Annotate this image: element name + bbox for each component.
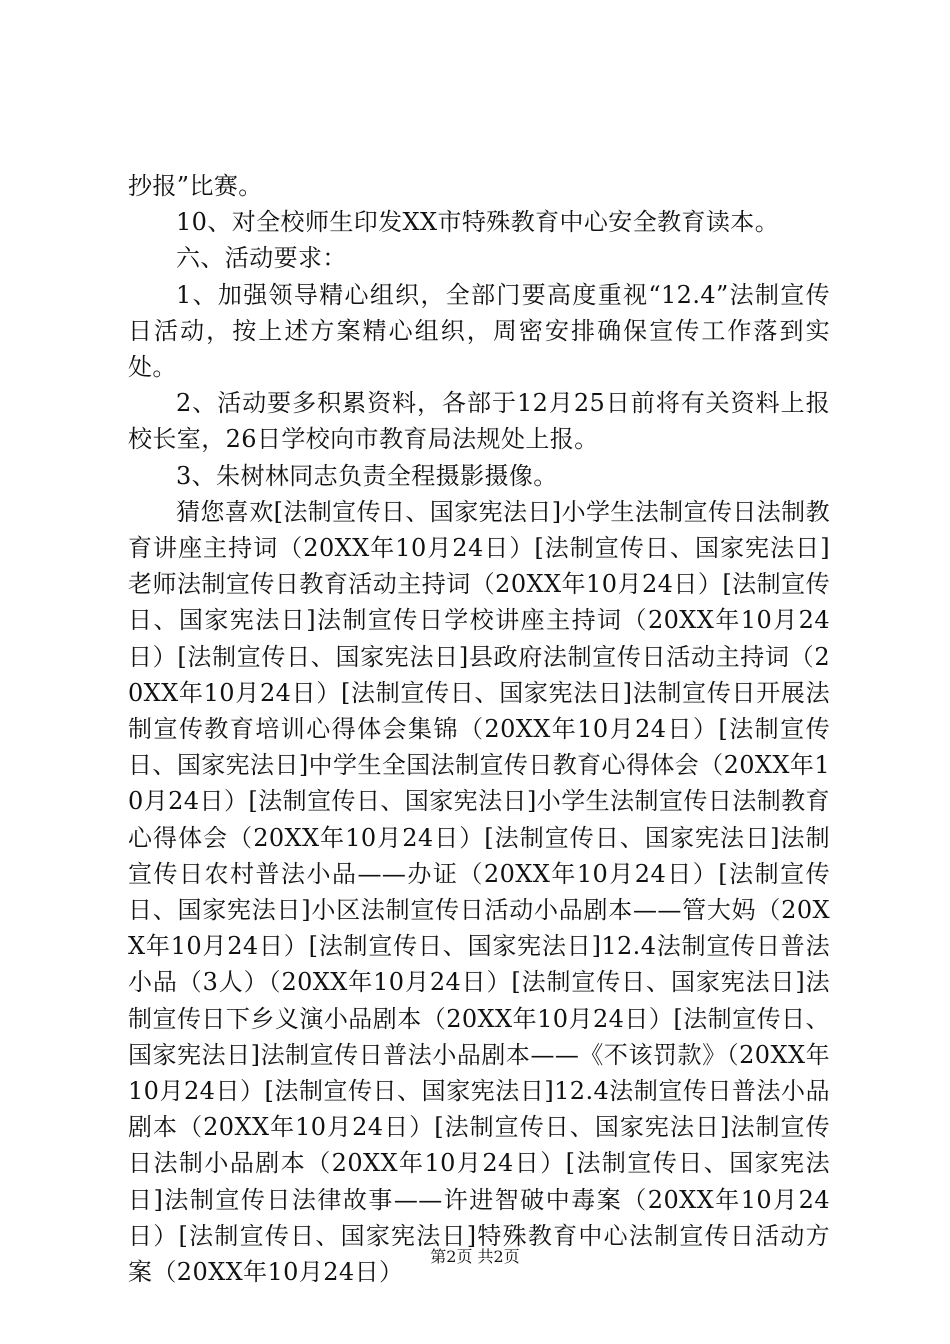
paragraph-requirement-1: 1、加强领导精心组织，全部门要高度重视“12.4”法制宣传日活动，按上述方案精心组织，周密安排确保宣传工作落到实处。 bbox=[128, 280, 830, 382]
document-body bbox=[128, 168, 830, 1290]
paragraph-requirement-2: 2、活动要多积累资料，各部于12月25日前将有关资料上报校长室，26日学校向市教育局法规处上报。 bbox=[128, 389, 830, 454]
paragraph-item-10: 10、对全校师生印发XX市特殊教育中心安全教育读本。 bbox=[176, 208, 780, 237]
paragraph-requirement-3: 3、朱树林同志负责全程摄影摄像。 bbox=[176, 461, 558, 490]
paragraph-related-articles: 猜您喜欢[法制宣传日、国家宪法日]小学生法制宣传日法制教育讲座主持词（20XX年10月24日）[法制宣传日、国家宪法日]老师法制宣传日教育活动主持词（20XX年10月24日）[法制宣传日、国家宪法日]法制宣传日学校讲座主持词（20XX年10月24日）[法制宣传日、国家宪法日]县政府法制宣传日活动主持词（20XX年10月24日）[法制宣传日、国家宪法日]法制宣传日开展法制宣传教育培训心得体会集锦（20XX年10月24日）[法制宣传日、国家宪法日]中学生全国法制宣传日教育心得体会（20XX年10月24日）[法制宣传日、国家宪法日]小学生法制宣传日法制教育心得体会（20XX年10月24日）[法制宣传日、国家宪法日]法制宣传日农村普法小品——办证（20XX年10月24日）[法制宣传日、国家宪法日]小区法制宣传日活动小品剧本——管大妈（20XX年10月24日）[法制宣传日、国家宪法日]12.4法制宣传日普法小品（3人）（20XX年10月24日）[法制宣传日、国家宪法日]法制宣传日下乡义演小品剧本（20XX年10月24日）[法制宣传日、国家宪法日]法制宣传日普法小品剧本——《不该罚款》（20XX年10月24日）[法制宣传日、国家宪法日]12.4法制宣传日普法小品剧本（20XX年10月24日）[法制宣传日、国家宪法日]法制宣传日法制小品剧本（20XX年10月24日）[法制宣传日、国家宪法日]法制宣传日法律故事——许进智破中毒案（20XX年10月24日）[法制宣传日、国家宪法日]特殊教育中心法制宣传日活动方案（20XX年10月24日） bbox=[128, 497, 830, 1287]
paragraph-continuation: 抄报”比赛。 bbox=[128, 172, 263, 200]
section-heading-requirements: 六、活动要求： bbox=[176, 244, 347, 273]
page-footer: 第2页 共2页 bbox=[430, 1247, 520, 1266]
